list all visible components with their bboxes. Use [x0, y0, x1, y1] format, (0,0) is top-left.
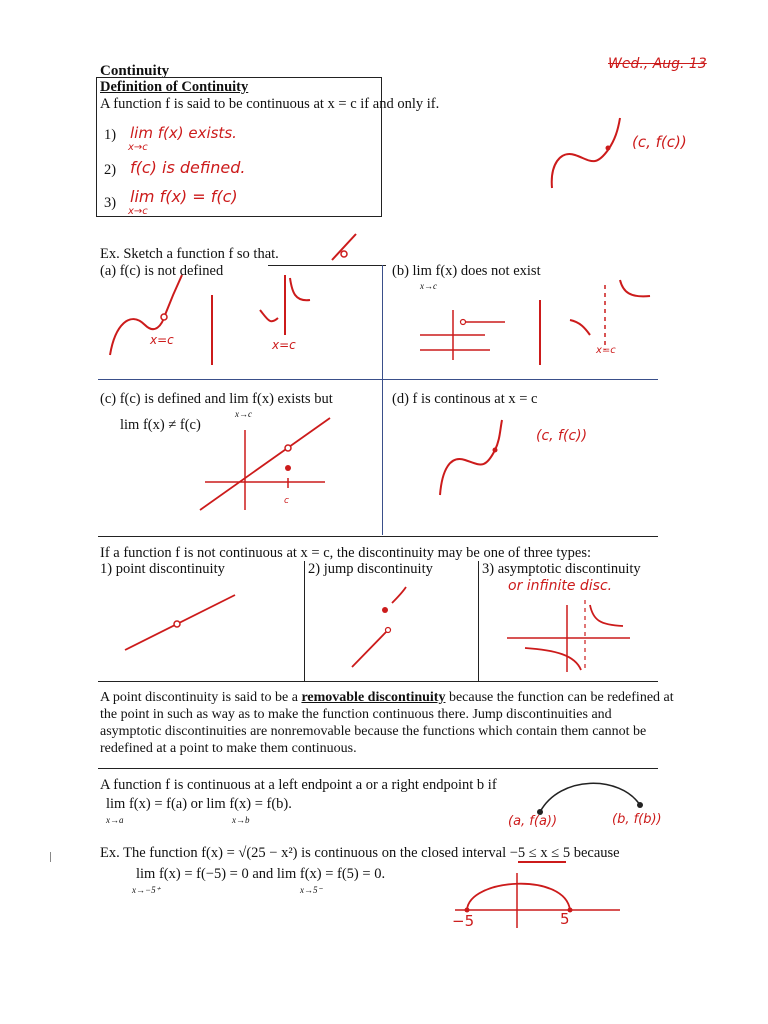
condition-2-text: f(c) is defined.	[130, 158, 246, 177]
condition-1-text: lim f(x) exists.	[130, 124, 237, 142]
example2-line-1: Ex. The function f(x) = √(25 − x²) is continuous on the closed interval −5 ≤ x ≤ 5 because	[100, 845, 620, 861]
condition-3-num: 3)	[104, 195, 117, 211]
removable-line-3: asymptotic discontinuities are nonremovable because the functions which contain them cannot be	[100, 724, 647, 739]
condition-1-sub: x→c	[128, 142, 148, 153]
example-d-label: (d) f is continous at x = c	[392, 391, 538, 407]
removable-line-4: redefined at a point to make them continuous.	[100, 741, 357, 756]
sketch-b	[385, 280, 665, 380]
point-discontinuity-sketch	[115, 590, 295, 660]
endpoints-sub-a: x→a	[106, 815, 124, 825]
section-divider-2	[98, 681, 658, 682]
right-endpoint-label: (b, f(b))	[612, 812, 662, 827]
sketch-a-xc-2: x=c	[272, 338, 296, 352]
example-c-label2: lim f(x) ≠ f(c)	[120, 417, 201, 433]
section-divider-1	[98, 536, 658, 537]
sketch-d-point-label: (c, f(c))	[536, 428, 588, 444]
neg5-label: −5	[452, 912, 475, 930]
examples-intro: Ex. Sketch a function f so that.	[100, 246, 279, 262]
jump-discontinuity-sketch	[340, 585, 440, 670]
example-c-label: (c) f(c) is defined and lim f(x) exists but	[100, 391, 333, 407]
types-intro: If a function f is not continuous at x = c, the discontinuity may be one of three types:	[100, 545, 591, 561]
pos5-label: 5	[560, 910, 570, 928]
types-divider-2	[478, 561, 479, 681]
definition-title: Definition of Continuity	[100, 79, 249, 95]
type-3-label: 3) asymptotic discontinuity	[482, 561, 641, 577]
left-endpoint-label: (a, f(a))	[508, 814, 558, 829]
removable-term: removable discontinuity	[301, 690, 446, 705]
example-b-label: (b) lim f(x) does not exist	[392, 263, 541, 279]
sketch-b-xc: x=c	[596, 345, 616, 356]
types-divider-1	[304, 561, 305, 681]
section-divider-3	[98, 768, 658, 769]
sketch-c-tick: c	[284, 496, 289, 506]
removable-line-2: the point in such as way as to make the function continuous there. Jump discontinuities and	[100, 707, 612, 722]
top-point-label: (c, f(c))	[632, 133, 687, 151]
sketch-d	[430, 410, 550, 500]
margin-mark	[50, 852, 51, 862]
removable-line-1	[100, 690, 674, 707]
example2-sub-left: x→−5⁺	[132, 885, 161, 895]
example2-sub-right: x→5⁻	[300, 885, 323, 895]
sketch-c	[190, 410, 340, 520]
definition-intro: A function f is said to be continuous at x = c if and only if.	[100, 96, 440, 112]
example-a-label: (a) f(c) is not defined	[100, 263, 224, 279]
condition-1-num: 1)	[104, 127, 117, 143]
sketch-a	[100, 230, 385, 380]
date-note: Wed., Aug. 13	[608, 56, 707, 72]
type-1-label: 1) point discontinuity	[100, 561, 225, 577]
continuous-curve-sketch	[540, 110, 660, 200]
example2-line-2: lim f(x) = f(−5) = 0 and lim f(x) = f(5) = 0.	[136, 866, 386, 882]
semicircle-sketch	[455, 868, 625, 938]
type-2-label: 2) jump discontinuity	[308, 561, 433, 577]
sketch-a-xc-1: x=c	[150, 333, 174, 347]
interval-underline	[518, 861, 566, 863]
removable-after: because the function can be redefined at	[445, 690, 674, 705]
example-c-sub: x→c	[235, 409, 252, 419]
condition-3-text: lim f(x) = f(c)	[130, 187, 238, 206]
condition-3-sub: x→c	[128, 206, 148, 217]
endpoints-line-2: lim f(x) = f(a) or lim f(x) = f(b).	[106, 796, 292, 812]
endpoints-line-1: A function f is continuous at a left endpoint a or a right endpoint b if	[100, 777, 497, 793]
endpoints-sub-b: x→b	[232, 815, 250, 825]
type-3-note: or infinite disc.	[508, 578, 613, 594]
removable-before: A point discontinuity is said to be a	[100, 690, 302, 705]
page-title: Continuity	[100, 63, 170, 79]
asymptotic-discontinuity-sketch	[505, 600, 635, 680]
example-b-sub: x→c	[420, 281, 437, 291]
condition-2-num: 2)	[104, 162, 117, 178]
